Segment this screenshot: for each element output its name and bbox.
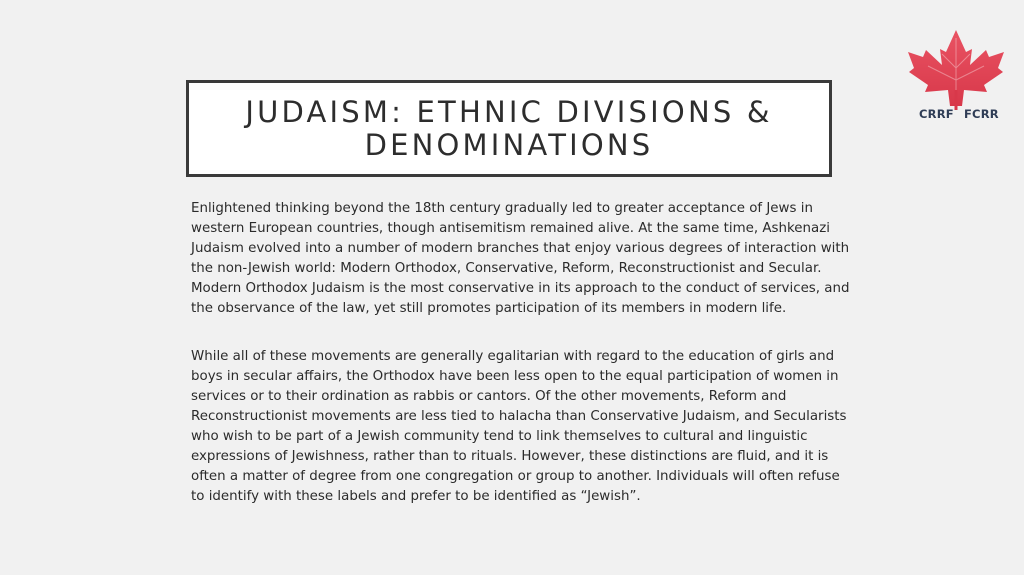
crrf-fcrr-logo [906, 30, 1006, 120]
paragraph-line: western European countries, though antisemitism remained alive. At the same time, Ashkenazi [191, 221, 830, 236]
paragraph-line: the observance of the law, yet still promotes participation of its members in modern life. [191, 301, 787, 316]
slide-body [191, 199, 850, 507]
paragraph-line: to identify with these labels and prefer to be identified as “Jewish”. [191, 489, 641, 504]
paragraph-line: Judaism evolved into a number of modern branches that enjoy various degrees of interaction with [191, 241, 850, 256]
slide-title-line-1: JUDAISM: ETHNIC DIVISIONS & [245, 94, 773, 129]
paragraph-line: who wish to be part of a Jewish community tend to link themselves to cultural and linguistic [191, 429, 808, 444]
paragraph-line: Enlightened thinking beyond the 18th century gradually led to greater acceptance of Jews in [191, 201, 813, 216]
maple-leaf-icon [906, 30, 1006, 110]
paragraph-line: Modern Orthodox Judaism is the most conservative in its approach to the conduct of services, and [191, 281, 850, 296]
paragraph-line: services or to their ordination as rabbis or cantors. Of the other movements, Reform and [191, 389, 787, 404]
paragraph-2 [191, 347, 847, 507]
title-box [186, 80, 832, 177]
logo-text-fcrr: FCRR [964, 107, 999, 121]
paragraph-line: Reconstructionist movements are less tied to halacha than Conservative Judaism, and Secularists [191, 409, 847, 424]
paragraph-line: the non-Jewish world: Modern Orthodox, Conservative, Reform, Reconstructionist and Secular. [191, 261, 822, 276]
paragraph-1 [191, 199, 850, 319]
logo-text-crrf: CRRF [919, 107, 954, 121]
paragraph-line: often a matter of degree from one congregation or group to another. Individuals will often refuse [191, 469, 840, 484]
paragraph-line: While all of these movements are generally egalitarian with regard to the education of girls and [191, 349, 835, 364]
paragraph-line: expressions of Jewishness, rather than to rituals. However, these distinctions are fluid, and it is [191, 449, 829, 464]
paragraph-line: boys in secular affairs, the Orthodox have been less open to the equal participation of women in [191, 369, 839, 384]
slide-title-line-2: DENOMINATIONS [364, 127, 654, 162]
